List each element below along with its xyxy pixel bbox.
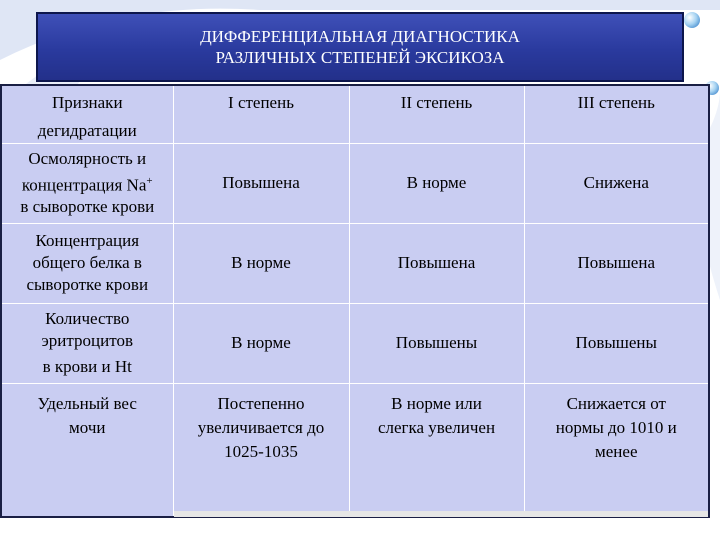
cell-value: В норме: [173, 223, 349, 303]
cell-value: Повышены: [349, 303, 524, 383]
title-line-1: ДИФФЕРЕНЦИАЛЬНАЯ ДИАГНОСТИКА: [200, 27, 520, 46]
header-signs-line2: дегидратации: [37, 121, 137, 140]
row-label-line: в сыворотке крови: [20, 197, 155, 217]
header-cell-grade1: I степень: [173, 85, 349, 143]
table-header-row: [1, 85, 709, 143]
header-cell-grade2: II степень: [349, 85, 524, 143]
cell-line: В норме или: [391, 393, 482, 413]
cell-value: В норме: [349, 143, 524, 223]
cell-line: 1025-1035: [224, 441, 298, 461]
row-label-text: концентрация Na: [21, 175, 147, 195]
table-row: [1, 303, 709, 383]
row-label-protein: [1, 223, 173, 303]
table-row: [1, 143, 709, 223]
row-label-osmolarity: [1, 143, 173, 223]
row-label-line: сыворотке крови: [26, 275, 149, 294]
cell-line: нормы до 1010 и: [555, 417, 677, 437]
cell-line: слегка увеличен: [377, 417, 496, 437]
title-line-2: РАЗЛИЧНЫХ СТЕПЕНЕЙ ЭКСИКОЗА: [215, 48, 505, 67]
cell-value: [349, 383, 524, 517]
table-row: [1, 223, 709, 303]
slide-title: [36, 12, 684, 82]
row-label-line: Количество: [45, 309, 130, 328]
header-cell-grade3: III степень: [524, 85, 709, 143]
row-label-line: [6, 170, 169, 197]
header-signs-line1: Признаки: [51, 93, 123, 112]
cell-line: Постепенно: [217, 393, 305, 413]
bottom-strip-divider: [174, 511, 708, 517]
header-cell-signs: [1, 85, 173, 143]
row-label-line: Концентрация: [35, 231, 140, 250]
cell-value: Снижена: [524, 143, 709, 223]
row-label-erythrocytes: [1, 303, 173, 383]
row-label-line: общего белка в: [32, 253, 142, 272]
row-label-line: Удельный вес: [37, 393, 137, 413]
cell-line: менее: [595, 441, 638, 461]
cell-value: Повышена: [173, 143, 349, 223]
cell-value: Повышена: [524, 223, 709, 303]
cell-value: В норме: [173, 303, 349, 383]
table-row: [1, 383, 709, 517]
cell-value: [524, 383, 709, 517]
bubble-top: [684, 12, 700, 28]
cell-line: увеличивается до: [197, 417, 325, 437]
superscript-plus: +: [146, 174, 153, 187]
row-label-line: мочи: [69, 417, 106, 437]
cell-value: [173, 383, 349, 517]
row-label-line: эритроцитов: [41, 331, 133, 350]
row-label-specific-gravity: [1, 383, 173, 517]
cell-line: Снижается от: [566, 393, 666, 413]
cell-value: Повышена: [349, 223, 524, 303]
cell-value: Повышены: [524, 303, 709, 383]
row-label-line: в крови и Ht: [42, 357, 132, 376]
row-label-line: Осмолярность и: [28, 148, 147, 168]
dehydration-table: [0, 84, 710, 518]
